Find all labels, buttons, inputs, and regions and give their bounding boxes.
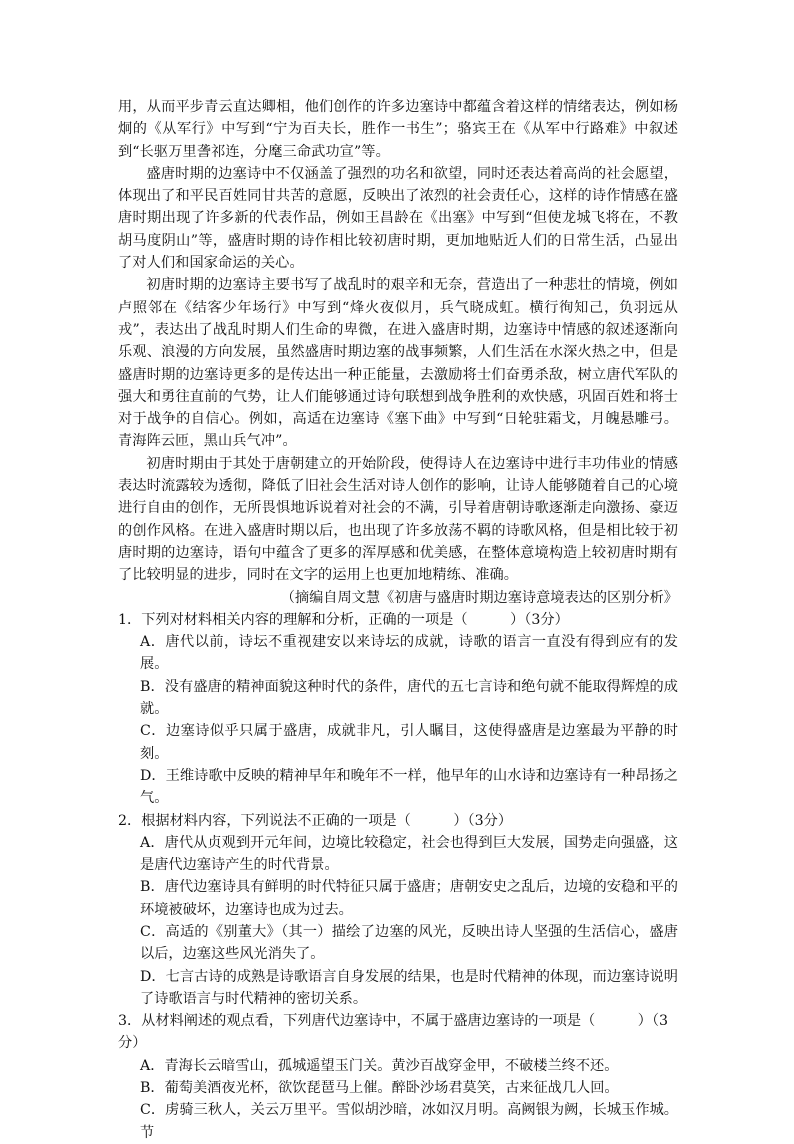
question-stem: 2．根据材料内容，下列说法不正确的一项是（ ）（3分） xyxy=(118,812,513,829)
option-c: C．高适的《别董大》（其一）描绘了边塞的风光，反映出诗人坚强的生活信心，盛唐以后，边塞这些风光消失了。 xyxy=(140,923,678,963)
question-3 xyxy=(118,1010,678,1144)
option-b: B．葡萄美酒夜光杯，欲饮琵琶马上催。醉卧沙场君莫笑，古来征战几人回。 xyxy=(140,1080,619,1097)
passage-paragraph: 初唐时期的边塞诗主要书写了战乱时的艰辛和无奈，营造出了一种悲壮的情境，例如卢照邻在《结客少年场行》中写到“烽火夜似月，兵气晓成虹。横行徇知己，负羽远从戎”，表达出了战乱时期人们生命的卑微，在进入盛唐时期，边塞诗中情感的叙述逐渐向乐观、浪漫的方向发展，虽然盛唐时期边塞的战事频繁，人们生活在水深火热之中，但是盛唐时期的边塞诗更多的是传达出一种正能量，去激励将士们奋勇杀敌，树立唐代军队的强大和勇往直前的气势，让人们能够通过诗句联想到战争胜利的欢快感，巩固百姓和将士对于战争的自信心。例如，高适在边塞诗《塞下曲》中写到“日轮驻霜戈，月魄悬雕弓。青海阵云匝，黑山兵气冲”。 xyxy=(118,277,678,450)
option-c: C．虏骑三秋人，关云万里平。雪似胡沙暗，冰如汉月明。高阙银为阙，长城玉作城。节 xyxy=(140,1102,678,1141)
document-content xyxy=(118,96,678,1144)
passage xyxy=(118,96,678,587)
question-1 xyxy=(118,609,678,810)
passage-paragraph: 初唐时期由于其处于唐朝建立的开始阶段，使得诗人在边塞诗中进行丰功伟业的情感表达时流露较为透彻，降低了旧社会生活对诗人创作的影响，让诗人能够随着自己的心境进行自由的创作，无所畏惧地诉说着对社会的不满，引导着唐朝诗歌逐渐走向激扬、豪迈的创作风格。在进入盛唐时期以后，也出现了许多放荡不羁的诗歌风格，但是相比较于初唐时期的边塞诗，语句中蕴含了更多的浑厚感和优美感，在整体意境构造上较初唐时期有了比较明显的进步，同时在文字的运用上也更加地精练、准确。 xyxy=(118,455,678,584)
passage-paragraph: 盛唐时期的边塞诗中不仅涵盖了强烈的功名和欲望，同时还表达着高尚的社会愿望，体现出了和平民百姓同甘共苦的意愿，反映出了浓烈的社会责任心，这样的诗作情感在盛唐时期出现了许多新的代表作品，例如王昌龄在《出塞》中写到“但使龙城飞将在，不教胡马度阴山”等，盛唐时期的诗作相比较初唐时期，更加地贴近人们的日常生活，凸显出了对人们和国家命运的关心。 xyxy=(118,165,678,272)
option-d: D．王维诗歌中反映的精神早年和晚年不一样，他早年的山水诗和边塞诗有一种昂扬之气。 xyxy=(140,767,678,807)
question-stem: 3．从材料阐述的观点看，下列唐代边塞诗中，不属于盛唐边塞诗的一项是（ ）（3分） xyxy=(118,1013,669,1052)
option-a: A．青海长云暗雪山，孤城遥望玉门关。黄沙百战穿金甲，不破楼兰终不还。 xyxy=(140,1057,619,1074)
question-2 xyxy=(118,810,678,1011)
question-stem: 1．下列对材料相关内容的理解和分析，正确的一项是（ ）（3分） xyxy=(118,611,569,628)
option-a: A．唐代以前，诗坛不重视建安以来诗坛的成就，诗歌的语言一直没有得到应有的发展。 xyxy=(140,634,678,673)
option-d: D．七言古诗的成熟是诗歌语言自身发展的结果，也是时代精神的体现，而边塞诗说明了诗歌语言与时代精神的密切关系。 xyxy=(140,968,678,1007)
option-b: B．唐代边塞诗具有鲜明的时代特征只属于盛唐；唐朝安史之乱后，边境的安稳和平的环境被破坏，边塞诗也成为过去。 xyxy=(140,879,678,918)
option-b: B．没有盛唐的精神面貌这种时代的条件，唐代的五七言诗和绝句就不能取得辉煌的成就。 xyxy=(140,678,678,718)
passage-paragraph: 用，从而平步青云直达卿相，他们创作的许多边塞诗中都蕴含着这样的情绪表达，例如杨炯的《从军行》中写到“宁为百夫长，胜作一书生”；骆宾王在《从军中行路难》中叙述到“长驱万里詟祁连，分麾三命武功宣”等。 xyxy=(118,99,678,160)
option-c: C．边塞诗似乎只属于盛唐，成就非凡，引人瞩目，这使得盛唐是边塞最为平静的时刻。 xyxy=(140,723,678,762)
option-a: A．唐代从贞观到开元年间，边境比较稳定，社会也得到巨大发展，国势走向强盛，这是唐代边塞诗产生的时代背景。 xyxy=(140,834,678,874)
passage-source: （摘编自周文慧《初唐与盛唐时期边塞诗意境表达的区别分析》 xyxy=(280,589,678,606)
